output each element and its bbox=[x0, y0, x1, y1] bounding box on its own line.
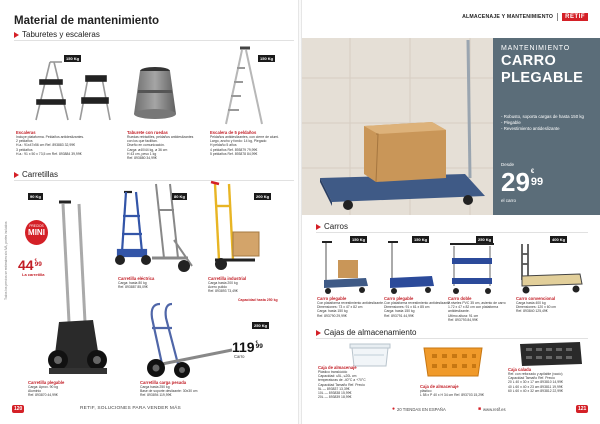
caption-caja-1: Caja de almacenaje Plástico translúcido Capacidad: ≤5L, ≤20L cm temperaturas de -40°C a +70°C Capacidad Tamaño Ref. Precio 5L — 893837 13,39€ 10L — 893838 15,99€ 20L — 893839 18,99€ bbox=[318, 365, 366, 400]
hero-banner bbox=[300, 38, 600, 215]
capacity-note: Capacidad hasta 250 kg bbox=[238, 298, 278, 302]
rolling-stool-image bbox=[128, 62, 183, 122]
section-cajas: Cajas de almacenamiento bbox=[316, 328, 417, 337]
header-title: ALMACENAJE Y MANTENIMIENTO bbox=[462, 14, 554, 20]
hero-photo bbox=[300, 38, 493, 215]
hero-price: 29 € 99 bbox=[501, 167, 544, 197]
load-badge: 150 Kg bbox=[66, 56, 80, 61]
hero-panel bbox=[493, 38, 600, 215]
caption-carretilla-electrica: Carretilla eléctrica Carga: hasta 80 kg Ref. 893887 85,09€ bbox=[118, 276, 155, 290]
load-badge: 400 Kg bbox=[552, 237, 566, 242]
hero-subtitle: MANTENIMIENTO bbox=[501, 45, 570, 52]
footer-stores: ● 20 TIENDAS EN ESPAÑA bbox=[392, 406, 446, 412]
load-badge: 250 Kg bbox=[254, 323, 268, 328]
price-carro-label: Carro bbox=[234, 354, 245, 359]
book-spine bbox=[298, 0, 302, 424]
page-number: 120 bbox=[14, 406, 23, 412]
cart-image-2 bbox=[384, 240, 436, 295]
footer-slogan: RETIF, SOLUCIONES PARA VENDER MÁS bbox=[80, 406, 181, 411]
triangle-icon bbox=[316, 224, 321, 230]
mini-prices-badge: PRECIOS MINI bbox=[25, 220, 48, 245]
vertical-note: Todos los precios se entienden sin IVA, portes incluidos bbox=[4, 221, 8, 300]
triangle-icon bbox=[316, 330, 321, 336]
section-carretillas: Carretillas bbox=[14, 170, 58, 179]
orange-crate-image bbox=[420, 342, 486, 380]
convertible-hand-truck-image bbox=[132, 298, 245, 380]
caption-cart-2: Carro plegable Con plataforma revestimiento antideslizante. Dimensiones: 91 x 61 x 85 cm Carga: hasta 150 kg Ref. 893791 44,99€ bbox=[384, 296, 451, 318]
caption-cart-4: Carro convencional Carga hasta 400 kg Dimensiones: 120 x 60 cm Ref. 893840 125,49€ bbox=[516, 296, 556, 314]
retif-logo: RETIF bbox=[562, 13, 588, 21]
folding-hand-truck-image bbox=[45, 192, 110, 380]
section-carros: Carros bbox=[316, 222, 348, 231]
footer-website: ■ www.retif.es bbox=[478, 406, 506, 412]
load-badge: 250 Kg bbox=[478, 237, 492, 242]
caption-escalera-aluminio: Escalera de 5 peldaños Peldaños antideslizantes, con cierre de alumi. Largo, ancho y fondo: 14 kg, Plegado H peldaño 5 años 4 peldaños Ref. 893879 79,99€ 5 peldaños Ref. 893878 84,99€ bbox=[210, 130, 279, 156]
section-taburetes: Taburetes y escaleras bbox=[14, 30, 100, 39]
load-badge: 200 Kg bbox=[256, 194, 270, 199]
cart-image-4 bbox=[516, 240, 586, 295]
caption-carretilla-larga: Carretilla carga pesada Carga hasta 250 kg Base de soporte deslizante: 30x30 cm Ref. 893894 119,99€ bbox=[140, 380, 198, 398]
load-badge: 150 Kg bbox=[352, 237, 366, 242]
hero-title-2: PLEGABLE bbox=[501, 70, 584, 86]
divider bbox=[316, 232, 588, 233]
caption-taburete: Taburete con ruedas Ruedas retráctiles, peldaños antideslizantes con los que facilitan. Diseño en comunicación. Carga: ø40/44 kg, ø 36 cm H 43 cm, peso 1 kg Ref. 893880 34,99€ bbox=[127, 130, 194, 161]
caption-carretilla-industrial: Carretilla industrial Carga hasta 200 kg Acero pulido Ref. 893893 73,49€ bbox=[208, 276, 247, 294]
triangle-icon bbox=[14, 172, 19, 178]
cart-icon: ■ bbox=[478, 406, 482, 412]
triangle-icon bbox=[14, 32, 19, 38]
load-badge: 80 Kg bbox=[174, 194, 185, 199]
right-page bbox=[300, 0, 600, 424]
location-pin-icon: ● bbox=[392, 406, 396, 412]
hero-from: Desde bbox=[501, 162, 515, 167]
header-separator bbox=[557, 13, 558, 21]
price-carretilla-label: La carretilla bbox=[22, 272, 45, 277]
caption-escaleras: Escaleras Incluye plataforma. Peldaños antideslizantes. 2 peldaños H.a.: 91x47x56 cm Ref. 893883 32,99€ 3 peldaños H.a.: 91 x 50 x 73,5 cm Ref. 893884 39,99€ bbox=[16, 130, 85, 156]
cart-image-1 bbox=[318, 240, 370, 295]
caption-cart-3: Carro doble 2 niveles PVC 35 cm, asiento de carro 1.72 x 47 x 82 cm con plataforma antideslizante. Ultimo altura: 91 cm Ref. 893793 84,99€ bbox=[448, 296, 506, 322]
hero-title-1: CARRO bbox=[501, 53, 557, 69]
price-carro: 119 € 99 bbox=[232, 339, 263, 355]
caption-cart-1: Carro plegable Con plataforma revestimiento antideslizante. Dimensiones: 73 x 47 x 82 cm Carga: hasta 150 kg Ref. 893790 29,99€ bbox=[317, 296, 384, 318]
caption-carretilla-plegable: Carretilla plegable Carga: Aprox. 90 kg Aluminio Ref. 893870 44,99€ bbox=[28, 380, 65, 398]
caption-caja-3: Caja calada Ref. con reforzado y apilable (vacío) Capacidad Tamaño Ref. Precio 20 L 40 x 30 x 17 cm 893810 14,99€ 40 L 60 x 40 x 23 cm 893811 19,99€ 60 L 60 x 40 x 32 cm 893812 22,99€ bbox=[508, 367, 563, 393]
hero-price-unit: el carro bbox=[501, 198, 517, 203]
page-number: 121 bbox=[578, 406, 587, 412]
load-badge: 150 Kg bbox=[414, 237, 428, 242]
header bbox=[462, 13, 588, 21]
divider bbox=[316, 338, 588, 339]
hero-features: - Robusto, soporta cargas de hasta 150 kg - Plegable - Revestimiento antideslizante bbox=[501, 114, 592, 133]
black-crate-image bbox=[516, 340, 586, 368]
caption-caja-2: Caja de almacenaje plástico L 58 x P 40 x H 34 cm Ref. 893703 15,29€ bbox=[420, 384, 484, 398]
price-carretilla: 44 € 99 bbox=[18, 257, 42, 273]
load-badge: 90 Kg bbox=[30, 194, 41, 199]
storage-box-image bbox=[346, 340, 394, 368]
divider bbox=[14, 40, 294, 41]
page-title: Material de mantenimiento bbox=[14, 15, 160, 27]
load-badge: 150 Kg bbox=[260, 56, 274, 61]
cart-image-3 bbox=[446, 240, 498, 295]
